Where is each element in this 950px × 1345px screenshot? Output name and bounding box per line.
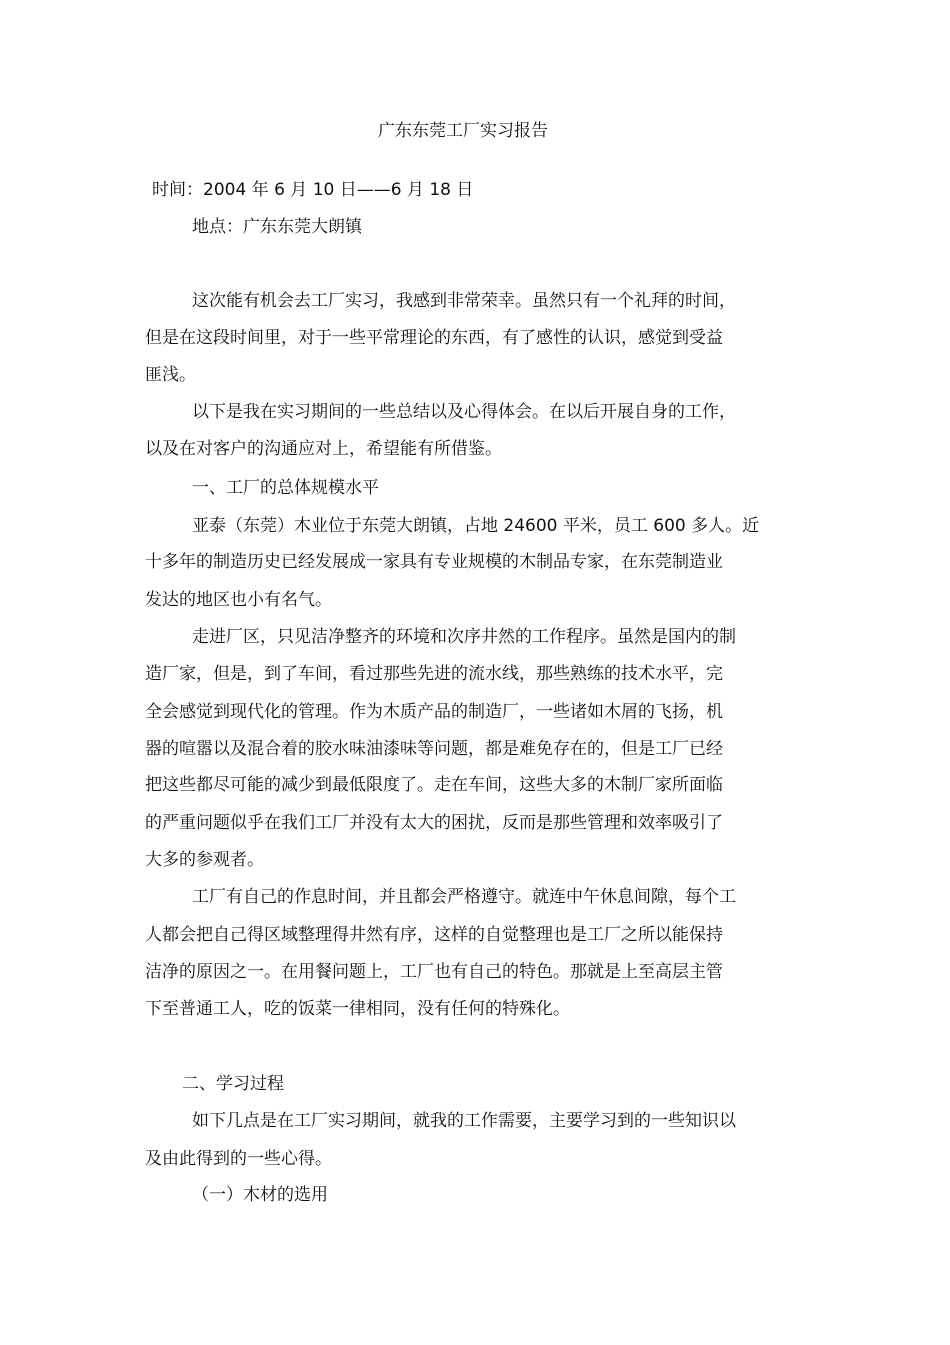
- paragraph-line: 走进厂区，只见洁净整齐的环境和次序井然的工作程序。虽然是国内的制: [192, 627, 736, 647]
- paragraph-line: 洁净的原因之一。在用餐问题上，工厂也有自己的特色。那就是上至高层主管: [145, 962, 723, 982]
- paragraph-line: 及由此得到的一些心得。: [145, 1149, 332, 1169]
- paragraph-line: 以及在对客户的沟通应对上，希望能有所借鉴。: [145, 439, 502, 459]
- paragraph-line: 这次能有机会去工厂实习，我感到非常荣幸。虽然只有一个礼拜的时间，: [192, 291, 736, 311]
- section-heading: 二、学习过程: [182, 1074, 284, 1094]
- paragraph-line: 发达的地区也小有名气。: [145, 590, 332, 610]
- paragraph-line: 把这些都尽可能的减少到最低限度了。走在车间，这些大多的木制厂家所面临: [145, 775, 723, 795]
- paragraph-line: 大多的参观者。: [145, 850, 264, 870]
- paragraph-line: 亚泰（东莞）木业位于东莞大朗镇，占地 24600 平米，员工 600 多人。近: [192, 516, 760, 536]
- paragraph-line: 工厂有自己的作息时间，并且都会严格遵守。就连中午休息间隙，每个工: [192, 887, 736, 907]
- time-line: 时间：2004 年 6 月 10 日——6 月 18 日: [152, 180, 474, 200]
- paragraph-line: 以下是我在实习期间的一些总结以及心得体会。在以后开展自身的工作，: [192, 402, 736, 422]
- paragraph-line: 如下几点是在工厂实习期间，就我的工作需要，主要学习到的一些知识以: [192, 1111, 736, 1131]
- paragraph-line: 但是在这段时间里，对于一些平常理论的东西，有了感性的认识，感觉到受益: [145, 328, 723, 348]
- paragraph-line: 全会感觉到现代化的管理。作为木质产品的制造厂，一些诸如木屑的飞扬，机: [145, 702, 723, 722]
- paragraph-line: 器的喧嚣以及混合着的胶水味油漆味等问题，都是难免存在的，但是工厂已经: [145, 739, 723, 759]
- paragraph-line: 十多年的制造历史已经发展成一家具有专业规模的木制品专家，在东莞制造业: [145, 552, 723, 572]
- paragraph-line: 造厂家，但是，到了车间，看过那些先进的流水线，那些熟练的技术水平，完: [145, 664, 723, 684]
- subsection-heading: （一）木材的选用: [192, 1185, 328, 1205]
- paragraph-line: 下至普通工人，吃的饭菜一律相同，没有任何的特殊化。: [145, 999, 570, 1019]
- paragraph-line: 匪浅。: [145, 365, 196, 385]
- document-title: 广东东莞工厂实习报告: [378, 121, 548, 141]
- paragraph-line: 的严重问题似乎在我们工厂并没有太大的困扰，反而是那些管理和效率吸引了: [145, 813, 723, 833]
- section-heading: 一、工厂的总体规模水平: [192, 478, 379, 498]
- paragraph-line: 人都会把自己得区域整理得井然有序，这样的自觉整理也是工厂之所以能保持: [145, 925, 723, 945]
- place-line: 地点：广东东莞大朗镇: [192, 217, 362, 237]
